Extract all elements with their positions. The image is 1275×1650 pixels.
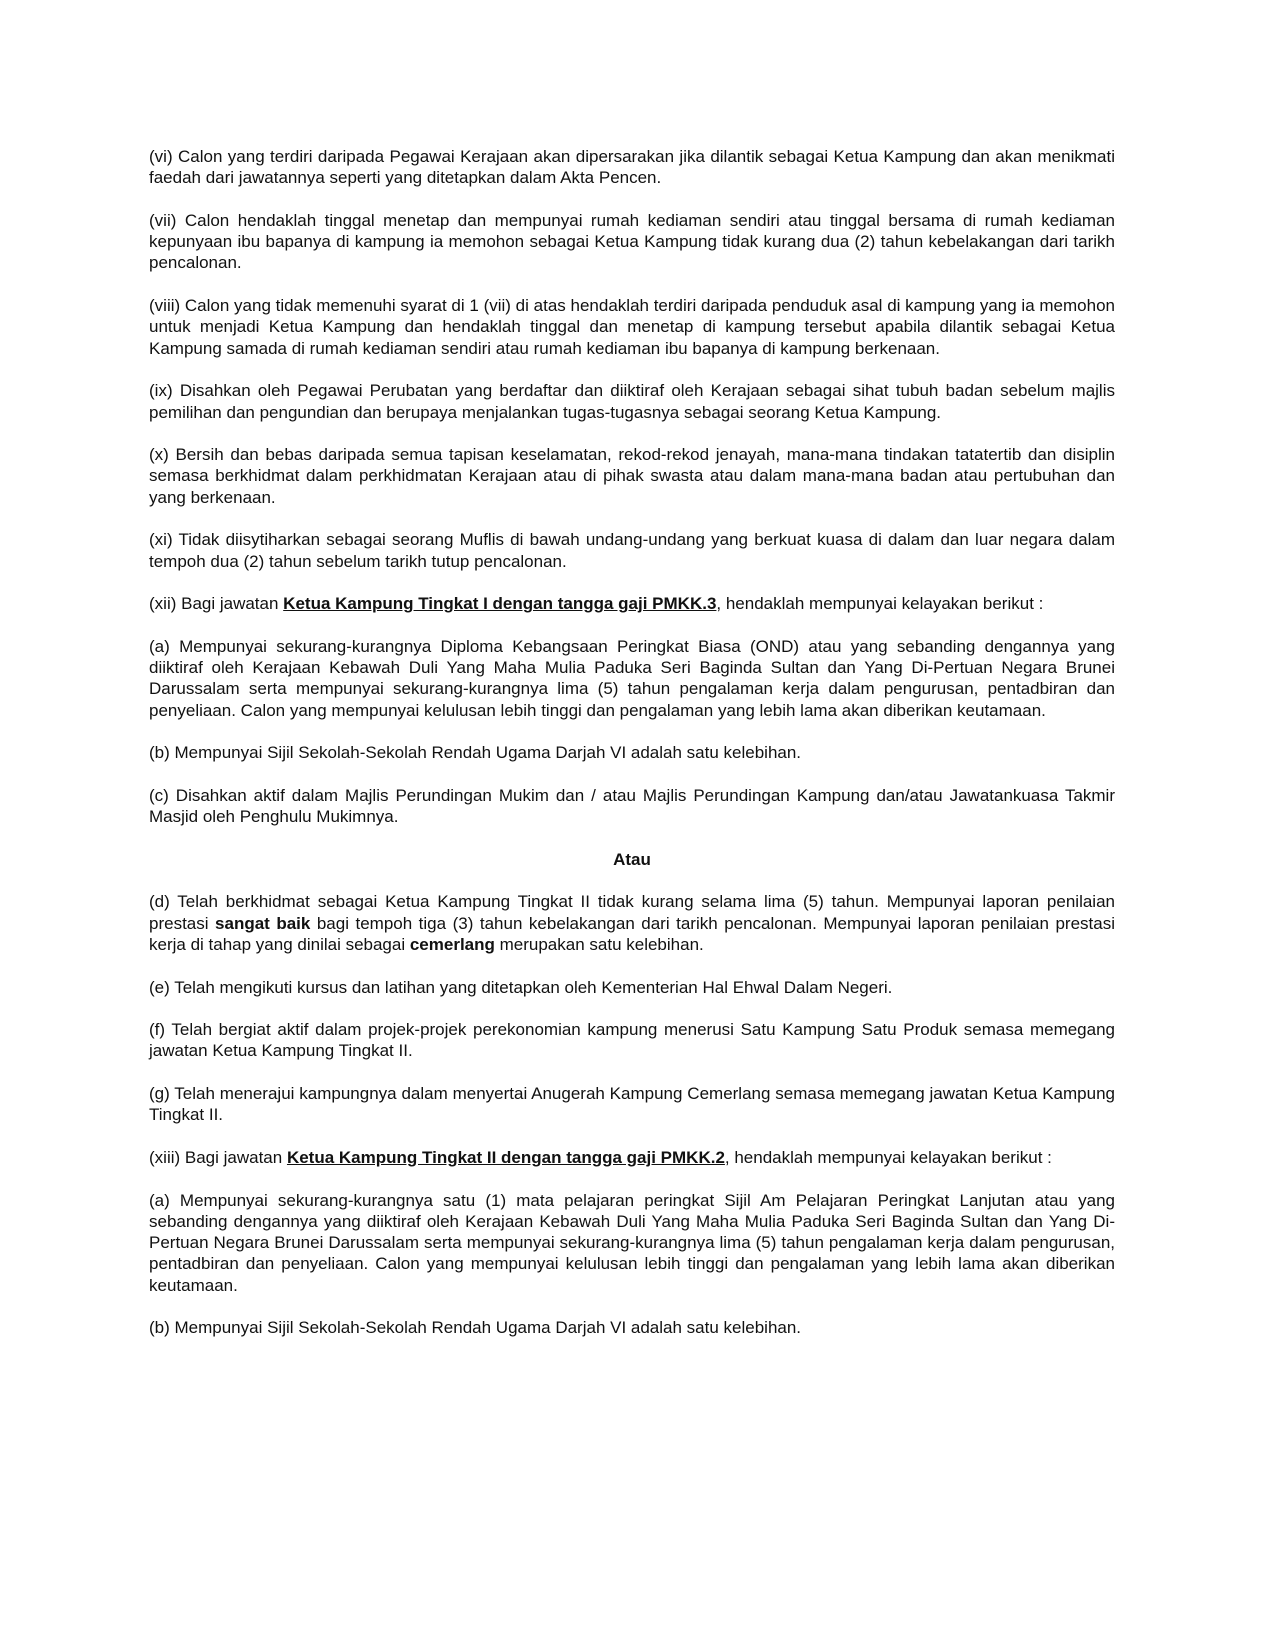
paragraph-x: (x) Bersih dan bebas daripada semua tapisan keselamatan, rekod-rekod jenayah, mana-mana tindakan tatatertib dan disiplin semasa berkhidmat dalam perkhidmatan Kerajaan atau di pihak swasta atau dalam mana-mana badan atau pertubuhan dan yang berkenaan. — [149, 445, 1115, 507]
document-page — [149, 146, 1115, 1360]
paragraph-xii-prefix: (xii) Bagi jawatan — [149, 594, 284, 614]
paragraph-viii: (viii) Calon yang tidak memenuhi syarat di 1 (vii) di atas hendaklah terdiri daripada penduduk asal di kampung yang ia memohon untuk menjadi Ketua Kampung dan hendaklah tinggal dan menetap di kampung tersebut apabila dilantik sebagai Ketua Kampung samada di rumah kediaman sendiri atau rumah kediaman ibu bapanya di kampung berkenaan. — [149, 296, 1115, 358]
paragraph-vii: (vii) Calon hendaklah tinggal menetap dan mempunyai rumah kediaman sendiri atau tinggal bersama di rumah kediaman kepunyaan ibu bapanya di kampung ia memohon sebagai Ketua Kampung tidak kurang dua (2) tahun kebelakangan dari tarikh pencalonan. — [149, 210, 1115, 273]
paragraph-xii-suffix: , hendaklah mempunyai kelayakan berikut : — [716, 594, 1044, 614]
paragraph-xii-f: (f) Telah bergiat aktif dalam projek-projek perekonomian kampung menerusi Satu Kampung Satu Produk semasa memegang jawatan Ketua Kampung Tingkat II. — [149, 1020, 1115, 1061]
paragraph-xii-b: (b) Mempunyai Sijil Sekolah-Sekolah Rendah Ugama Darjah VI adalah satu kelebihan. — [149, 743, 802, 763]
paragraph-xii-a: (a) Mempunyai sekurang-kurangnya Diploma Kebangsaan Peringkat Biasa (OND) atau yang sebanding dengannya yang diiktiraf oleh Kerajaan Kebawah Duli Yang Maha Mulia Paduka Seri Baginda Sultan dan Yang Di-Pertuan Negara Brunei Darussalam serta mempunyai sekurang-kurangnya lima (5) tahun pengalaman kerja dalam pengurusan, pentadbiran dan penyeliaan. Calon yang mempunyai kelulusan lebih tinggi dan pengalaman yang lebih lama akan diberikan keutamaan. — [149, 636, 1115, 720]
paragraph-xii-d — [149, 891, 1115, 955]
paragraph-xii-c: (c) Disahkan aktif dalam Majlis Perundingan Mukim dan / atau Majlis Perundingan Kampung dan/atau Jawatankuasa Takmir Masjid oleh Penghulu Mukimnya. — [149, 785, 1115, 827]
paragraph-xiii — [149, 1147, 1115, 1168]
post-title-tingkat-ii: Ketua Kampung Tingkat II dengan tangga gaji PMKK.2 — [286, 1147, 725, 1167]
paragraph-vi: (vi) Calon yang terdiri daripada Pegawai Kerajaan akan dipersarakan jika dilantik sebagai Ketua Kampung dan akan menikmati faedah dari jawatannya seperti yang ditetapkan dalam Akta Pencen. — [149, 147, 1115, 188]
atau-heading: Atau — [613, 849, 651, 869]
post-title-tingkat-i: Ketua Kampung Tingkat I dengan tangga gaji PMKK.3 — [283, 594, 717, 614]
paragraph-xii-d-part2: bagi tempoh tiga (3) tahun kebelakangan dari tarikh pencalonan. Mempunyai laporan penilaian prestasi kerja di tahap yang dinilai sebagai — [149, 913, 1115, 954]
paragraph-xii-g: (g) Telah menerajui kampungnya dalam menyertai Anugerah Kampung Cemerlang semasa memegang jawatan Ketua Kampung Tingkat II. — [149, 1084, 1115, 1125]
paragraph-xiii-a: (a) Mempunyai sekurang-kurangnya satu (1) mata pelajaran peringkat Sijil Am Pelajaran Peringkat Lanjutan atau yang sebanding dengannya yang diiktiraf oleh Kerajaan Kebawah Duli Yang Maha Mulia Paduka Seri Baginda Sultan dan Yang Di-Pertuan Negara Brunei Darussalam serta mempunyai sekurang-kurangnya lima (5) tahun pengalaman kerja dalam pengurusan, pentadbiran dan penyeliaan. Calon yang mempunyai kelulusan lebih tinggi dan pengalaman yang lebih lama akan diberikan keutamaan. — [149, 1190, 1115, 1295]
paragraph-xiii-b: (b) Mempunyai Sijil Sekolah-Sekolah Rendah Ugama Darjah VI adalah satu kelebihan. — [149, 1318, 802, 1338]
paragraph-ix: (ix) Disahkan oleh Pegawai Perubatan yang berdaftar dan diiktiraf oleh Kerajaan sebagai sihat tubuh badan sebelum majlis pemilihan dan pengundian dan berupaya menjalankan tugas-tugasnya sebagai seorang Ketua Kampung. — [149, 381, 1115, 422]
paragraph-xi: (xi) Tidak diisytiharkan sebagai seorang Muflis di bawah undang-undang yang berkuat kuasa di dalam dan luar negara dalam tempoh dua (2) tahun sebelum tarikh tutup pencalonan. — [149, 530, 1115, 571]
paragraph-xii-d-part3: merupakan satu kelebihan. — [494, 934, 704, 954]
paragraph-xii-d-part1: (d) Telah berkhidmat sebagai Ketua Kampung Tingkat II tidak kurang selama lima (5) tahun. Mempunyai laporan penilaian prestasi — [149, 892, 1115, 933]
paragraph-xiii-prefix: (xiii) Bagi jawatan — [149, 1147, 287, 1167]
emphasis-cemerlang: cemerlang — [409, 934, 495, 954]
paragraph-xii-e: (e) Telah mengikuti kursus dan latihan yang ditetapkan oleh Kementerian Hal Ehwal Dalam Negeri. — [149, 977, 893, 997]
paragraph-xii — [149, 593, 1115, 614]
emphasis-sangat-baik: sangat baik — [215, 913, 311, 933]
paragraph-xiii-suffix: , hendaklah mempunyai kelayakan berikut : — [724, 1147, 1052, 1167]
